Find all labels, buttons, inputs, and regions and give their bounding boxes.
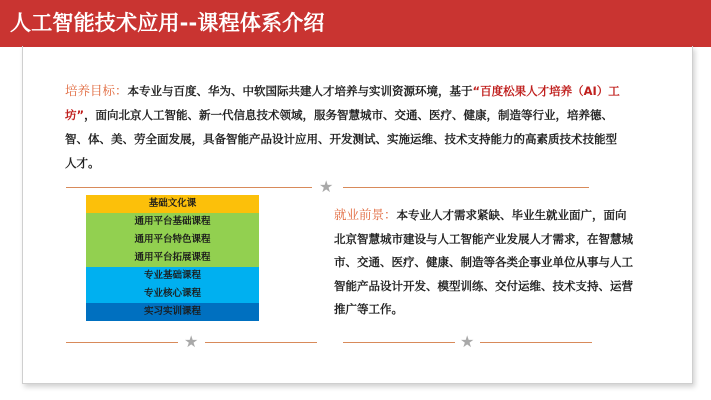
course-layer-label: 通用平台基础课程	[134, 216, 211, 227]
course-layer-label: 基础文化课	[148, 198, 197, 209]
course-layer-label: 专业核心课程	[143, 288, 201, 299]
course-layer	[86, 231, 259, 249]
divider-line	[343, 187, 589, 188]
goal-paragraph	[65, 79, 625, 175]
divider-line	[343, 342, 455, 343]
course-stack	[86, 195, 259, 321]
course-layer	[86, 249, 259, 267]
course-layer	[86, 303, 259, 321]
course-layer-label: 实习实训课程	[143, 306, 201, 317]
goal-text-after: ，面向北京人工智能、新一代信息技术领域，服务智慧城市、交通、医疗、健康，制造等行业，培养德、智、体、美、劳全面发展，具备智能产品设计应用、开发测试、实施运维、技术支持能力的高素质技术技能型人才。	[65, 108, 617, 170]
course-layer-label: 通用平台特色课程	[134, 234, 211, 245]
course-layer	[86, 213, 259, 231]
goal-text-before: 本专业与百度、华为、中软国际共建人才培养与实训资源环境，基于	[127, 84, 473, 98]
career-text: 本专业人才需求紧缺、毕业生就业面广，面向北京智慧城市建设与人工智能产业发展人才需求，在智慧城市、交通、医疗、健康、制造等各类企事业单位从事与人工智能产品设计开发、模型训练、交付运维、技术支持、运营推广等工作。	[334, 208, 633, 317]
star-icon: ★	[460, 332, 475, 351]
course-layer-label: 通用平台拓展课程	[134, 252, 211, 263]
career-paragraph	[334, 203, 634, 322]
divider-line	[66, 342, 178, 343]
star-icon: ★	[184, 332, 199, 351]
star-icon: ★	[319, 177, 334, 196]
course-layer	[86, 195, 259, 213]
course-layer	[86, 285, 259, 303]
course-layer-label: 专业基础课程	[143, 270, 201, 281]
course-layer	[86, 267, 259, 285]
divider-line	[66, 187, 312, 188]
divider-line	[480, 342, 592, 343]
goal-label: 培养目标：	[65, 83, 128, 98]
goal-highlight: “百度松果人才培养（AI）工坊”	[65, 84, 620, 122]
page-title: 人工智能技术应用--课程体系介绍	[10, 11, 325, 35]
career-label: 就业前景：	[334, 207, 397, 222]
divider-line	[205, 342, 317, 343]
